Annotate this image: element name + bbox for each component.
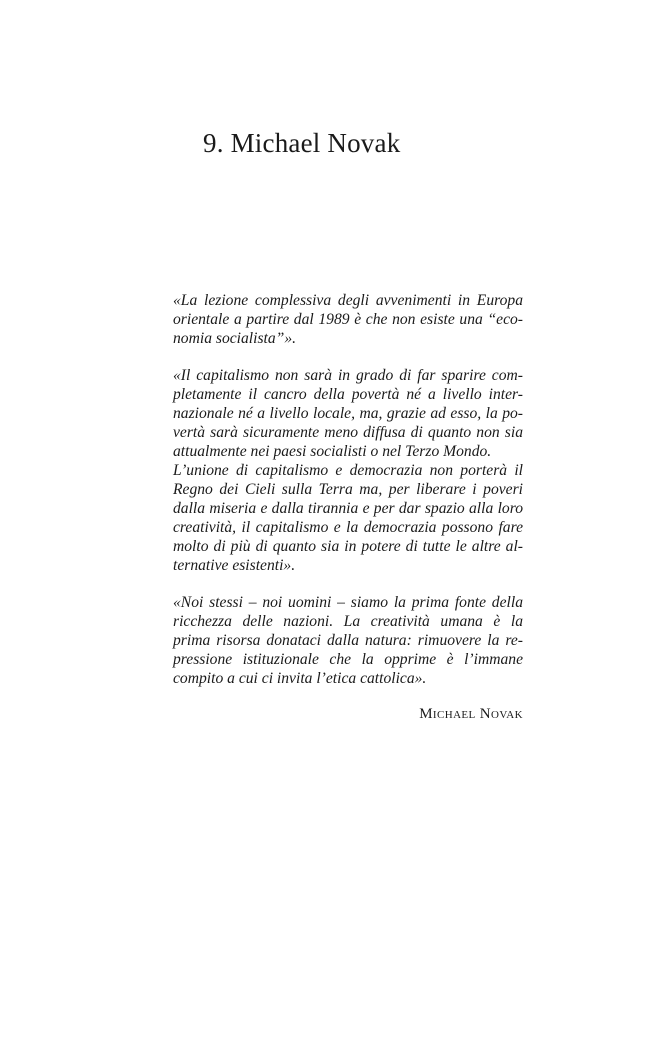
quote-line: nomia socialista”». xyxy=(173,330,297,347)
quote-line: ricchezza delle nazioni. La creatività umana è la xyxy=(173,613,523,630)
quote-line: orientale a partire dal 1989 è che non esiste una “eco- xyxy=(173,311,523,328)
quote-line: pletamente il cancro della povertà né a livello inter- xyxy=(173,386,523,403)
quote-line: compito a cui ci invita l’etica cattolica». xyxy=(173,670,427,687)
quote-line: L’unione di capitalismo e democrazia non porterà il xyxy=(173,462,523,479)
quote-line: attualmente nei paesi socialisti o nel Terzo Mondo. xyxy=(173,443,492,460)
quote-line: pressione istituzionale che la opprime è l’immane xyxy=(173,651,523,668)
epigraph xyxy=(173,291,523,723)
quote-attribution: Michael Novak xyxy=(419,706,523,722)
quote-1 xyxy=(173,291,523,348)
quote-line: ternative esistenti». xyxy=(173,557,296,574)
quote-line: dalla miseria e dalla tirannia e per dar spazio alla loro xyxy=(173,500,523,517)
quote-line: Regno dei Cieli sulla Terra ma, per liberare i poveri xyxy=(173,481,523,498)
chapter-title: 9. Michael Novak xyxy=(203,128,401,158)
quote-line: creatività, il capitalismo e la democrazia possono fare xyxy=(173,519,523,536)
quote-line: molto di più di quanto sia in potere di tutte le altre al- xyxy=(173,538,523,555)
quote-line: «Il capitalismo non sarà in grado di far sparire com- xyxy=(173,367,523,384)
quote-line: «Noi stessi – noi uomini – siamo la prima fonte della xyxy=(173,594,523,611)
quote-line: prima risorsa donataci dalla natura: rimuovere la re- xyxy=(173,632,523,649)
quote-line: vertà sarà sicuramente meno diffusa di quanto non sia xyxy=(173,424,523,441)
quote-line: nazionale né a livello locale, ma, grazie ad esso, la po- xyxy=(173,405,523,422)
quote-2 xyxy=(173,366,523,575)
quote-3 xyxy=(173,593,523,688)
quote-line: «La lezione complessiva degli avvenimenti in Europa xyxy=(173,292,523,309)
